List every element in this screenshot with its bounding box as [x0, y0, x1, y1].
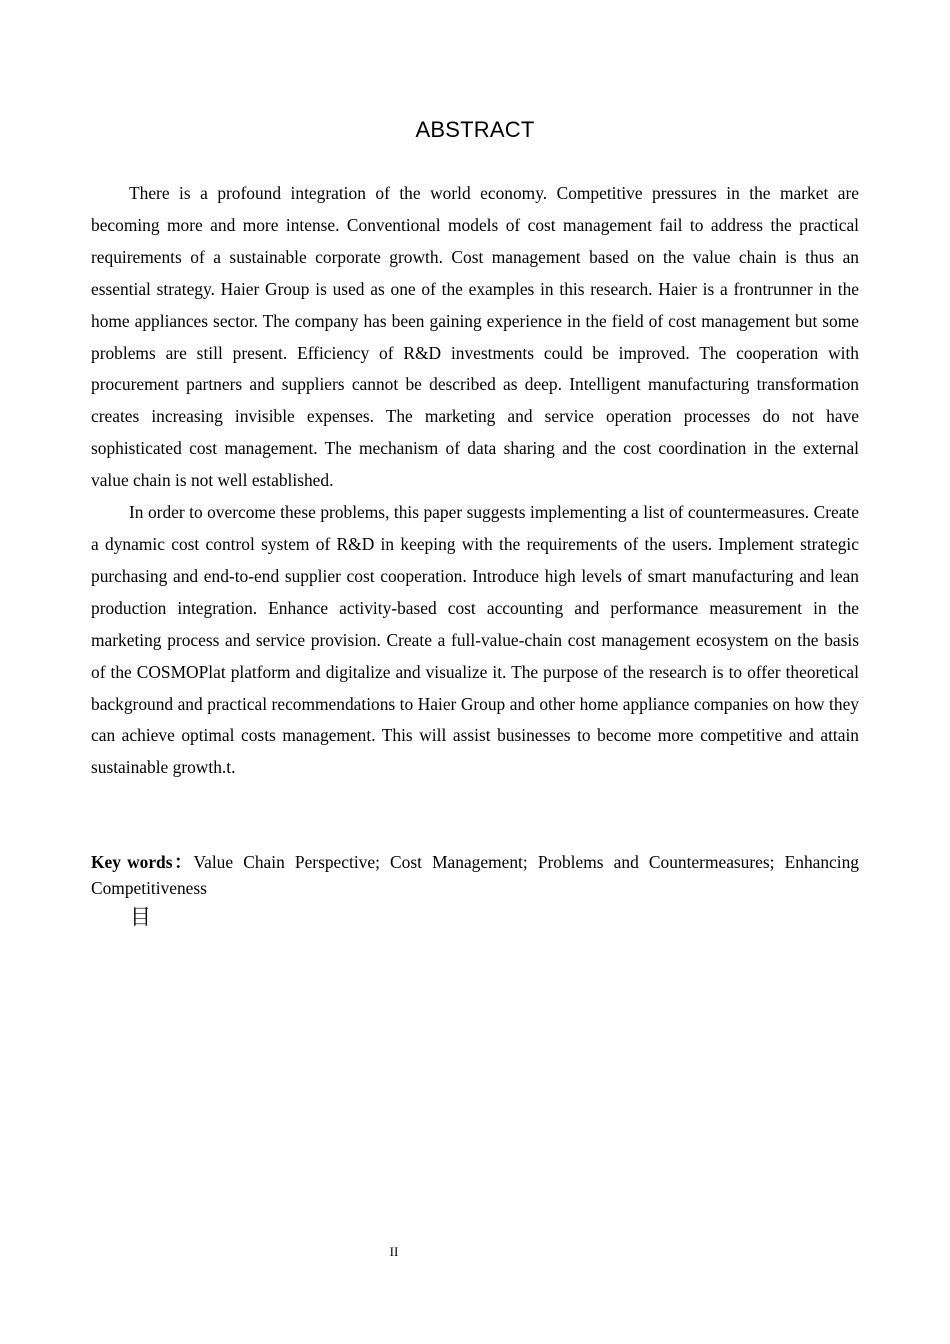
keywords-label: Key words：: [91, 852, 194, 872]
abstract-body: [91, 178, 859, 784]
toc-heading-fragment: 目: [130, 905, 151, 929]
abstract-title: ABSTRACT: [415, 117, 535, 142]
keywords-text: Value Chain Perspective; Cost Management; Problems and Countermeasures; Enhancing Competitiveness: [91, 852, 859, 898]
page-number: II: [389, 1244, 399, 1259]
abstract-paragraph-2: In order to overcome these problems, this paper suggests implementing a list of countermeasures. Create a dynamic cost control system of R&D in keeping with the requirements of the users. Implement strategic purchasing and end-to-end supplier cost cooperation. Introduce high levels of smart manufacturing and lean production integration. Enhance activity-based cost accounting and performance measurement in the marketing process and service provision. Create a full-value-chain cost management ecosystem on the basis of the COSMOPlat platform and digitalize and visualize it. The purpose of the research is to offer theoretical background and practical recommendations to Haier Group and other home appliance companies on how they can achieve optimal costs management. This will assist businesses to become more competitive and attain sustainable growth.t.: [91, 502, 859, 778]
abstract-paragraph-1: There is a profound integration of the world economy. Competitive pressures in the market are becoming more and more intense. Conventional models of cost management fail to address the practical requirements of a sustainable corporate growth. Cost management based on the value chain is thus an essential strategy. Haier Group is used as one of the examples in this research. Haier is a frontrunner in the home appliances sector. The company has been gaining experience in the field of cost management but some problems are still present. Efficiency of R&D investments could be improved. The cooperation with procurement partners and suppliers cannot be described as deep. Intelligent manufacturing transformation creates increasing invisible expenses. The marketing and service operation processes do not have sophisticated cost management. The mechanism of data sharing and the cost coordination in the external value chain is not well established.: [91, 183, 859, 491]
keywords-line: [91, 849, 859, 901]
